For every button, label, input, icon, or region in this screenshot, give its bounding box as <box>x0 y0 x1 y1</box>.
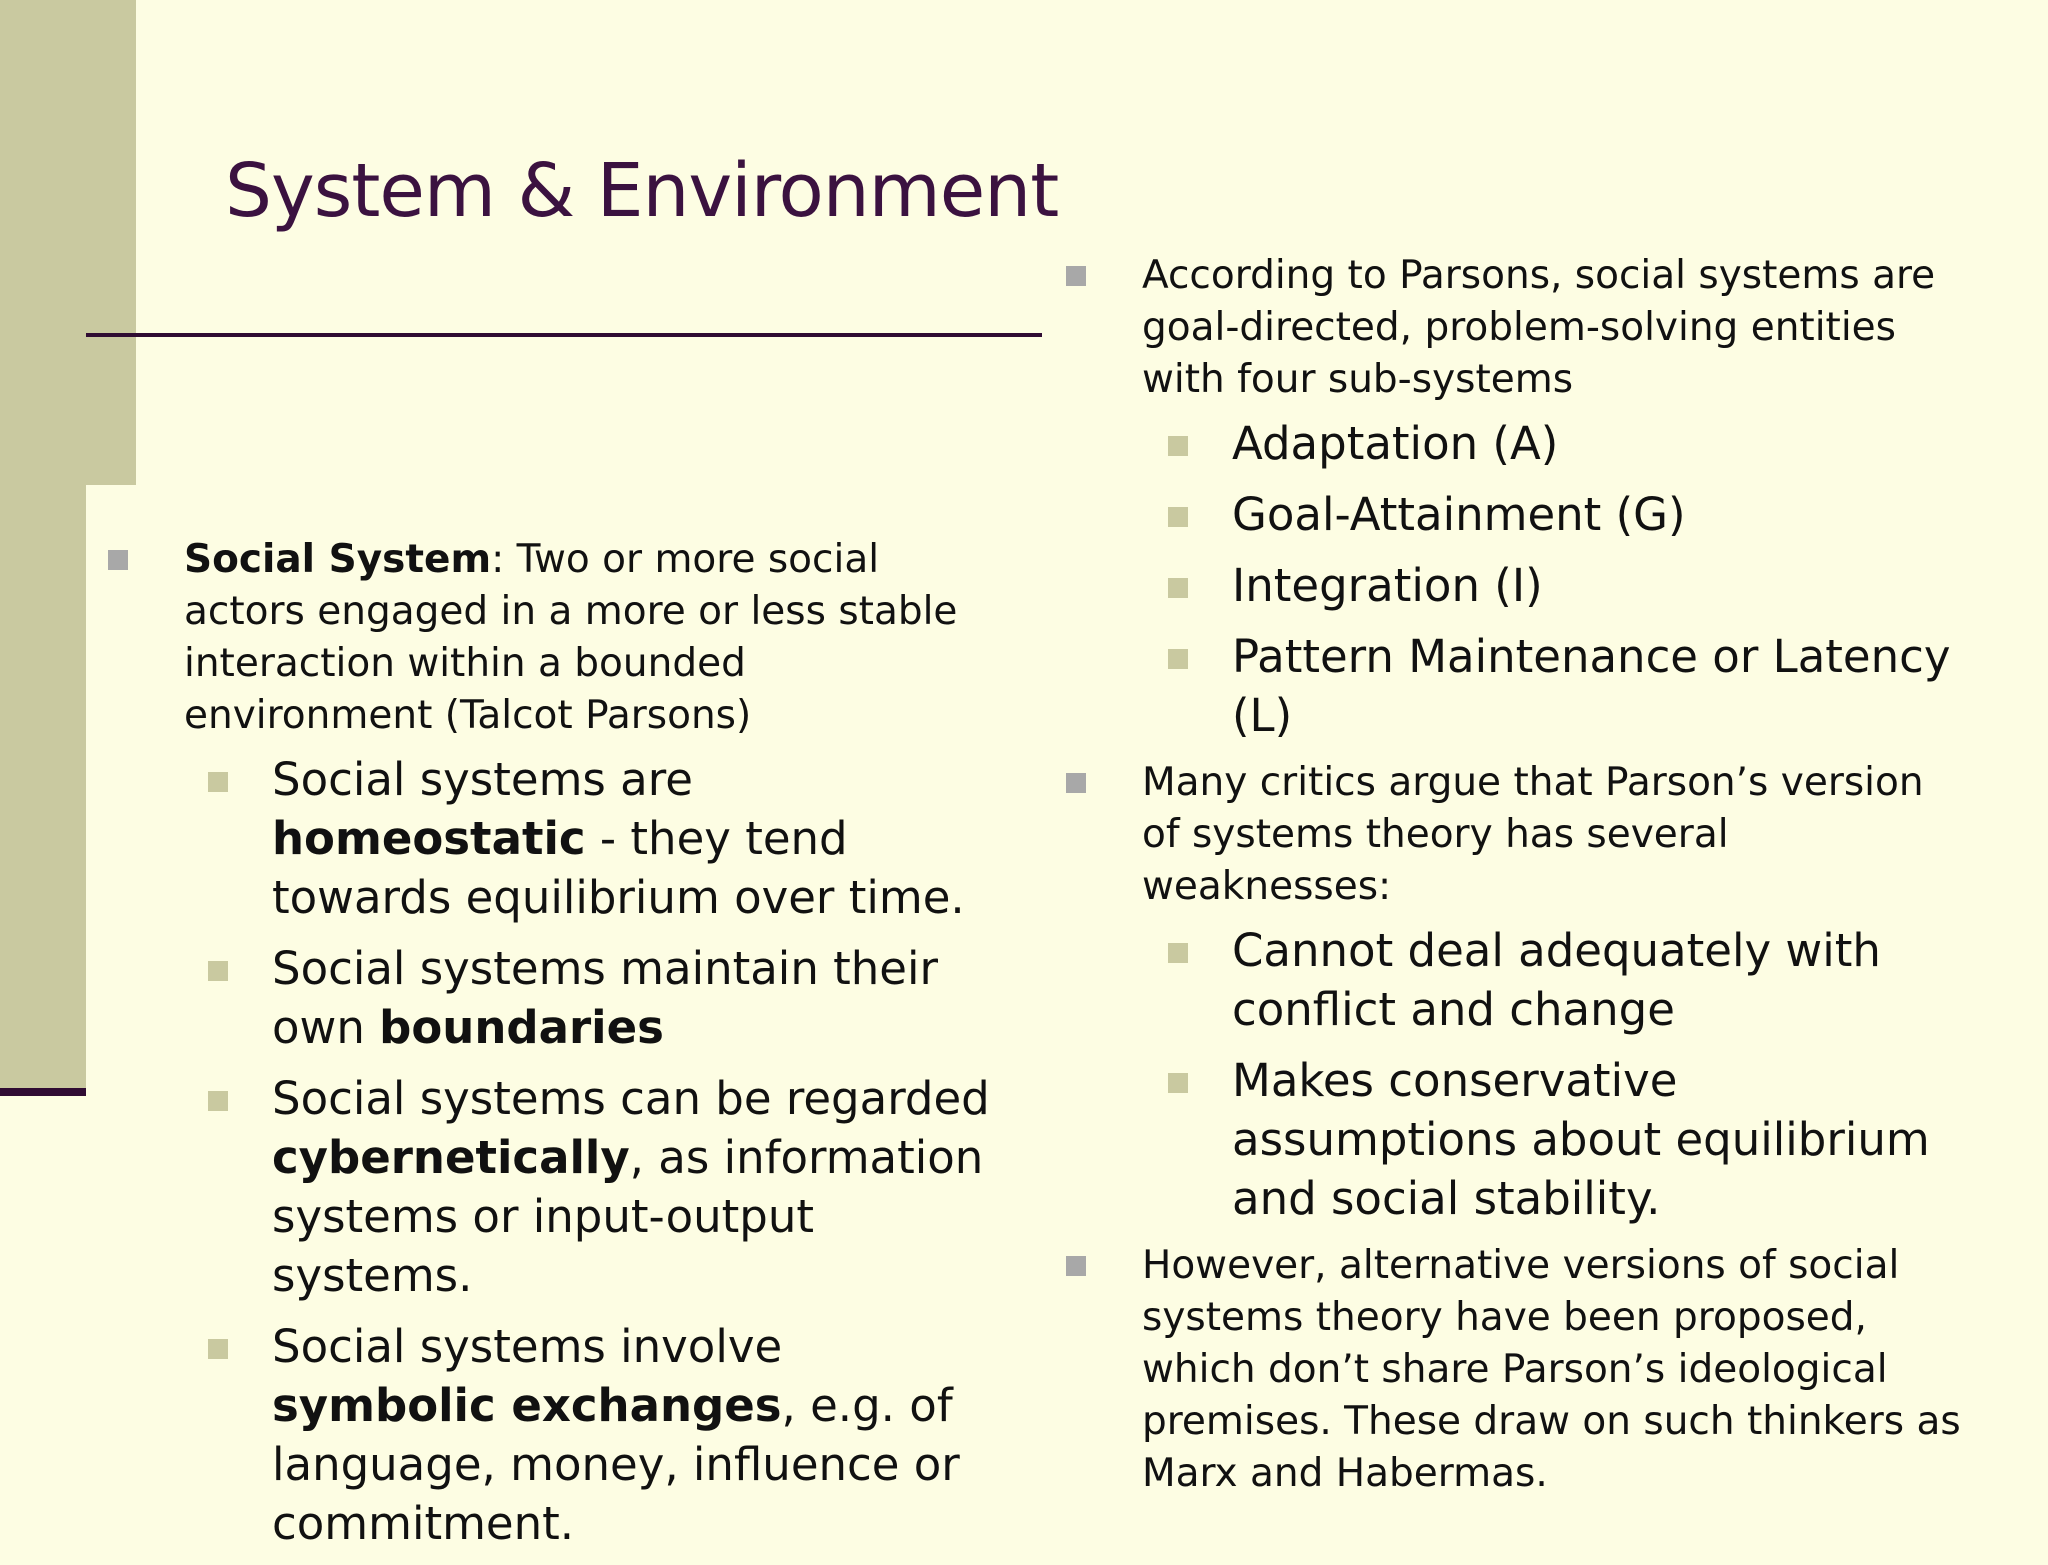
square-bullet-icon <box>1168 578 1188 598</box>
square-bullet-icon <box>108 550 128 570</box>
social-system-properties <box>108 750 998 1553</box>
square-bullet-icon <box>208 772 228 792</box>
alternatives-item <box>1066 1240 1966 1500</box>
property-text: - they tend towards equilibrium over time. <box>272 812 965 924</box>
title-underline <box>86 333 1042 337</box>
property-homeostatic <box>208 750 998 927</box>
weakness-text: Cannot deal adequately with conflict and change <box>1232 924 1881 1036</box>
sidebar-decoration-top <box>0 0 136 485</box>
subsystem-label: Pattern Maintenance or Latency (L) <box>1232 630 1951 742</box>
square-bullet-icon <box>1168 436 1188 456</box>
sidebar-accent-line <box>0 1088 86 1096</box>
definition-term: Social System <box>184 537 492 582</box>
property-keyword: symbolic exchanges <box>272 1379 782 1432</box>
slide-title: System & Environment <box>225 148 1059 234</box>
weakness-text: Makes conservative assumptions about equilibrium and social stability. <box>1232 1054 1930 1225</box>
subsystems-intro: According to Parsons, social systems are goal-directed, problem-solving entities with four sub-systems <box>1142 253 1936 402</box>
left-bullet-list <box>108 534 998 1553</box>
property-text: Social systems maintain their own <box>272 942 938 1054</box>
property-text: Social systems are <box>272 753 693 806</box>
square-bullet-icon <box>1168 507 1188 527</box>
square-bullet-icon <box>1066 1256 1086 1276</box>
square-bullet-icon <box>1066 773 1086 793</box>
subsystem-label: Goal-Attainment (G) <box>1232 488 1686 541</box>
social-system-definition <box>108 534 998 1553</box>
square-bullet-icon <box>208 961 228 981</box>
property-boundaries <box>208 939 998 1057</box>
critique-text: Many critics argue that Parson’s version of systems theory has several weaknesses: <box>1142 760 1924 909</box>
square-bullet-icon <box>208 1091 228 1111</box>
property-keyword: boundaries <box>379 1001 664 1054</box>
right-content-column <box>1066 250 1966 1508</box>
right-bullet-list <box>1066 250 1966 1500</box>
property-text: Social systems can be regarded <box>272 1072 990 1125</box>
property-keyword: cybernetically <box>272 1131 630 1184</box>
subsystem-adaptation <box>1168 414 1966 473</box>
subsystem-label: Adaptation (A) <box>1232 417 1559 470</box>
property-text: Social systems involve <box>272 1320 783 1373</box>
alternatives-text: However, alternative versions of social systems theory have been proposed, which don’t share Parson’s ideological premises. These draw on such thinkers as Marx and Habermas. <box>1142 1243 1961 1496</box>
subsystem-list <box>1066 414 1966 745</box>
left-content-column <box>108 534 998 1565</box>
parsons-subsystems-item <box>1066 250 1966 745</box>
square-bullet-icon <box>1168 1073 1188 1093</box>
square-bullet-icon <box>1168 943 1188 963</box>
weakness-conflict <box>1168 921 1966 1039</box>
property-symbolic-exchanges <box>208 1317 998 1553</box>
property-text: , as information systems or input-output systems. <box>272 1131 984 1302</box>
definition-text: : Two or more social actors engaged in a more or less stable interaction within a bounded environment (Talcot Parsons) <box>184 537 958 738</box>
square-bullet-icon <box>208 1339 228 1359</box>
property-text: , e.g. of language, money, influence or commitment. <box>272 1379 960 1550</box>
subsystem-label: Integration (I) <box>1232 559 1543 612</box>
property-cybernetic <box>208 1069 998 1305</box>
subsystem-integration <box>1168 556 1966 615</box>
subsystem-goal-attainment <box>1168 485 1966 544</box>
weakness-conservative <box>1168 1051 1966 1228</box>
critique-item <box>1066 757 1966 1228</box>
square-bullet-icon <box>1066 266 1086 286</box>
property-keyword: homeostatic <box>272 812 586 865</box>
sidebar-decoration-middle <box>0 485 86 1090</box>
subsystem-latency <box>1168 627 1966 745</box>
square-bullet-icon <box>1168 649 1188 669</box>
weakness-list <box>1066 921 1966 1228</box>
